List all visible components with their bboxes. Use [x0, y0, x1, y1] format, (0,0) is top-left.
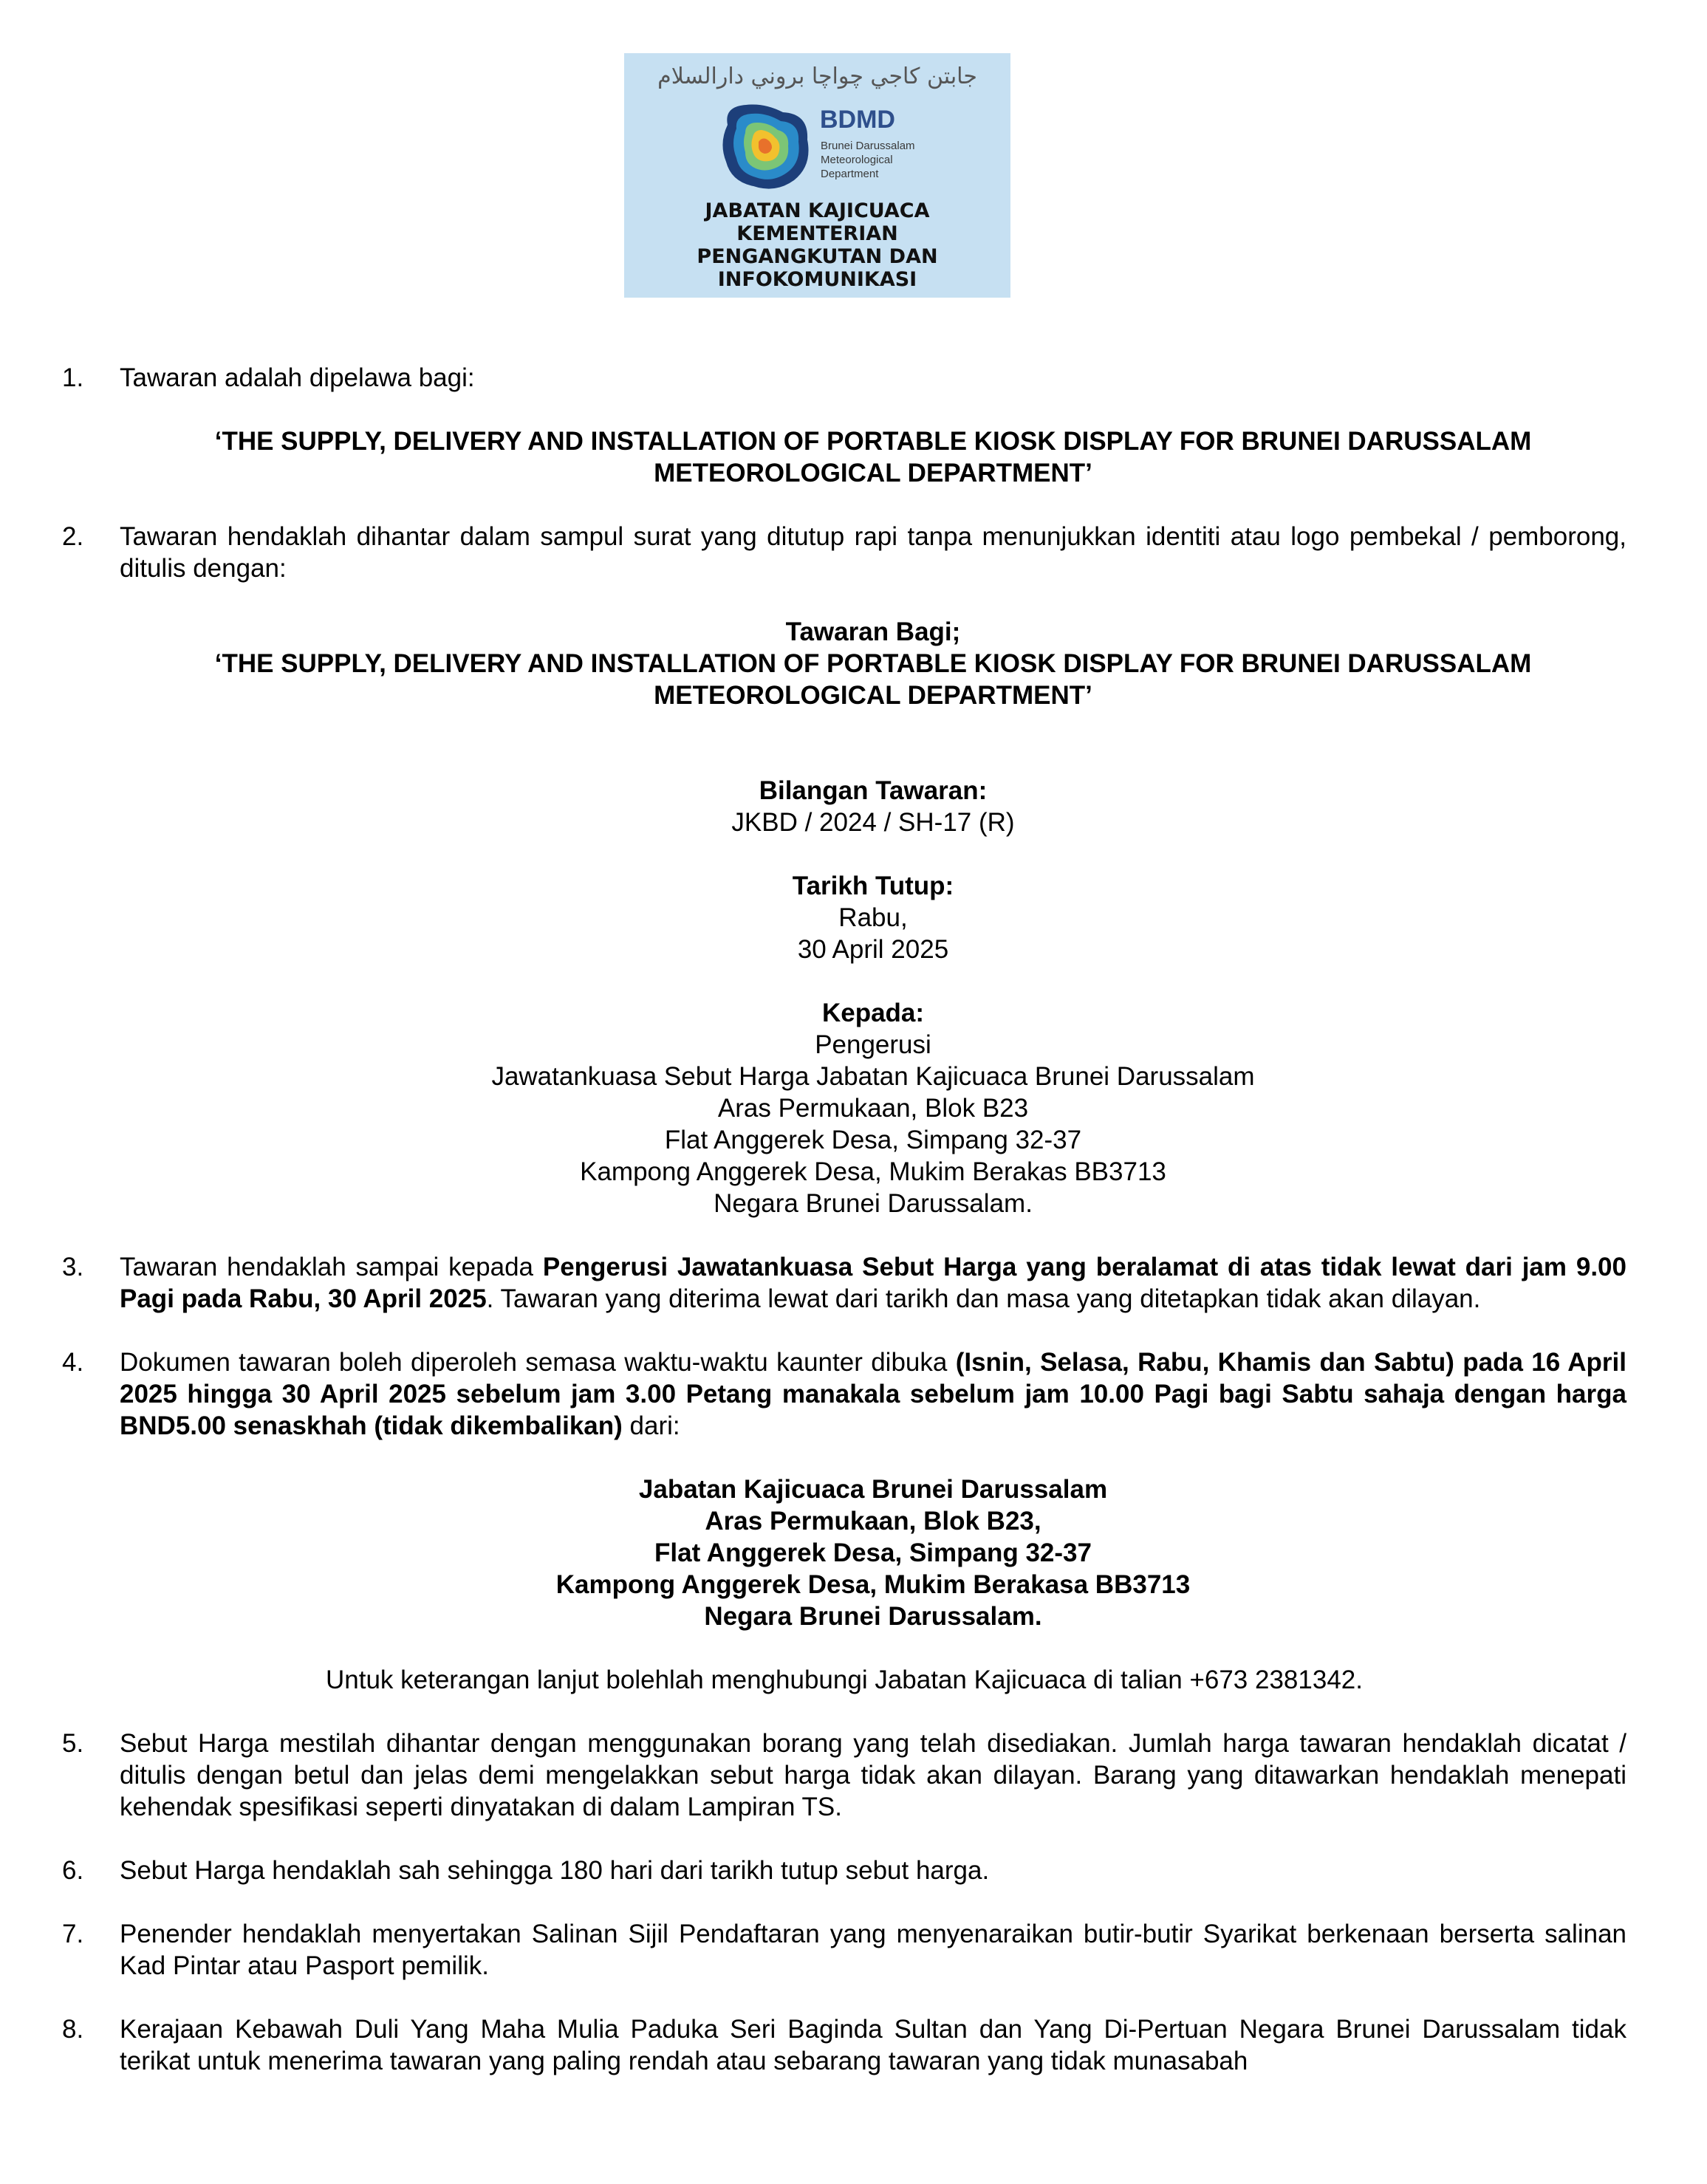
clause-number: 4.	[62, 1348, 84, 1377]
logo-subtitle-line: Department	[821, 168, 879, 180]
reference-label: Bilangan Tawaran:	[759, 776, 988, 805]
closing-day: Rabu,	[838, 903, 908, 932]
clause-text-part: . Tawaran yang diterima lewat dari tarikh dan masa yang ditetapkan tidak akan dilayan.	[486, 1284, 1481, 1313]
clause-number: 6.	[62, 1856, 84, 1885]
logo-department-line: JABATAN KAJICUACA	[705, 199, 930, 222]
tender-title-line: METEOROLOGICAL DEPARTMENT’	[654, 681, 1092, 710]
clause-text: Sebut Harga mestilah dihantar dengan menggunakan borang yang telah disediakan. Jumlah harga tawaran hendaklah dicatat / ditulis dengan betul dan jelas demi mengelakkan sebut harga tidak akan dilayan. Barang yang ditawarkan hendaklah menepati kehendak spesifikasi seperti dinyatakan di dalam Lampiran TS.	[120, 1729, 1626, 1821]
tender-title-line: METEOROLOGICAL DEPARTMENT’	[654, 459, 1092, 487]
document-body	[62, 362, 1626, 2077]
address-line: Jawatankuasa Sebut Harga Jabatan Kajicuaca Brunei Darussalam	[491, 1062, 1255, 1091]
clause-3	[62, 1251, 1626, 1315]
reference-value: JKBD / 2024 / SH-17 (R)	[731, 808, 1015, 837]
address-line: Negara Brunei Darussalam.	[714, 1189, 1033, 1218]
tender-title-line: ‘THE SUPPLY, DELIVERY AND INSTALLATION OF PORTABLE KIOSK DISPLAY FOR BRUNEI DARUSSALAM	[214, 649, 1532, 678]
logo-department-line: INFOKOMUNIKASI	[717, 268, 917, 291]
logo-abbreviation: BDMD	[820, 106, 895, 134]
address-line: Jabatan Kajicuaca Brunei Darussalam	[638, 1475, 1108, 1504]
clause-number: 3.	[62, 1253, 84, 1281]
logo-subtitle-line: Brunei Darussalam	[821, 140, 915, 152]
logo-department-line: PENGANGKUTAN DAN	[697, 245, 938, 268]
clause-text: Kerajaan Kebawah Duli Yang Maha Mulia Paduka Seri Baginda Sultan dan Yang Di-Pertuan Negara Brunei Darussalam tidak terikat untuk menerima tawaran yang paling rendah atau sebarang tawaran yang tidak munasabah	[120, 2015, 1626, 2075]
bdmd-emblem-icon	[713, 99, 816, 195]
logo-department-line: KEMENTERIAN	[736, 222, 898, 245]
closing-date: 30 April 2025	[797, 935, 949, 964]
clause-number: 1.	[62, 363, 84, 392]
tender-title	[120, 648, 1626, 711]
clause-4	[62, 1346, 1626, 1664]
clause-text: Tawaran hendaklah dihantar dalam sampul surat yang ditutup rapi tanpa menunjukkan identiti atau logo pembekal / pemborong, ditulis dengan:	[120, 522, 1626, 583]
tender-title-line: ‘THE SUPPLY, DELIVERY AND INSTALLATION OF PORTABLE KIOSK DISPLAY FOR BRUNEI DARUSSALAM	[214, 427, 1532, 456]
recipient-label: Kepada:	[821, 999, 925, 1027]
logo-subtitle	[821, 139, 924, 181]
address-line: Aras Permukaan, Blok B23,	[705, 1507, 1041, 1536]
address-line: Flat Anggerek Desa, Simpang 32-37	[654, 1538, 1092, 1567]
address-line: Flat Anggerek Desa, Simpang 32-37	[664, 1126, 1082, 1154]
clause-text: Sebut Harga hendaklah sah sehingga 180 hari dari tarikh tutup sebut harga.	[120, 1856, 990, 1885]
logo-department-name	[624, 199, 1010, 291]
clause-number: 8.	[62, 2015, 84, 2044]
clause-text	[120, 1251, 1626, 1315]
department-logo	[624, 53, 1010, 298]
clause-1	[62, 362, 1626, 489]
clause-number: 2.	[62, 522, 84, 551]
contact-line: Untuk keterangan lanjut bolehlah menghubungi Jabatan Kajicuaca di talian +673 2381342.	[326, 1666, 1363, 1694]
logo-jawi-text: جابتن كاجي چواچا بروني دارالسلام	[657, 64, 977, 89]
clause-text: Tawaran adalah dipelawa bagi:	[120, 363, 475, 392]
closing-date-label: Tarikh Tutup:	[792, 872, 954, 900]
clause-text-part: Tawaran hendaklah sampai kepada	[120, 1253, 543, 1281]
logo-subtitle-line: Meteorological	[821, 154, 893, 166]
collection-address	[120, 1473, 1626, 1632]
address-line: Kampong Anggerek Desa, Mukim Berakas BB3713	[580, 1157, 1166, 1186]
address-line: Pengerusi	[815, 1030, 931, 1059]
clause-8	[62, 2013, 1626, 2077]
envelope-heading: Tawaran Bagi;	[785, 617, 961, 646]
address-line: Negara Brunei Darussalam.	[704, 1602, 1042, 1631]
clause-text: Penender hendaklah menyertakan Salinan Sijil Pendaftaran yang menyenaraikan butir-butir Syarikat berkenaan berserta salinan Kad Pintar atau Pasport pemilik.	[120, 1920, 1626, 1980]
clause-text-part: dari:	[622, 1411, 680, 1440]
clause-6	[62, 1855, 1626, 1886]
clause-2	[62, 521, 1626, 1219]
address-line: Aras Permukaan, Blok B23	[717, 1094, 1029, 1123]
clause-number: 5.	[62, 1729, 84, 1758]
clause-number: 7.	[62, 1920, 84, 1948]
clause-text-bold: (Isnin, Selasa, Rabu, Khamis dan Sabtu) pada 16 April 2025 hingga 30 April 2025 sebelum jam 3.00 Petang manakala sebelum jam 10.00 Pagi bagi Sabtu sahaja dengan harga BND5.00 senaskhah (tidak dikembalikan)	[120, 1348, 1626, 1440]
recipient-address	[120, 1029, 1626, 1219]
clause-text	[120, 1346, 1626, 1442]
clause-text-part: Dokumen tawaran boleh diperoleh semasa waktu-waktu kaunter dibuka	[120, 1348, 956, 1377]
tender-title	[120, 425, 1626, 489]
clause-7	[62, 1918, 1626, 1982]
clause-5	[62, 1728, 1626, 1823]
address-line: Kampong Anggerek Desa, Mukim Berakasa BB3713	[555, 1570, 1191, 1599]
clause-text-bold: Pengerusi Jawatankuasa Sebut Harga yang beralamat di atas tidak lewat dari jam 9.00 Pagi pada Rabu, 30 April 2025	[120, 1253, 1626, 1313]
